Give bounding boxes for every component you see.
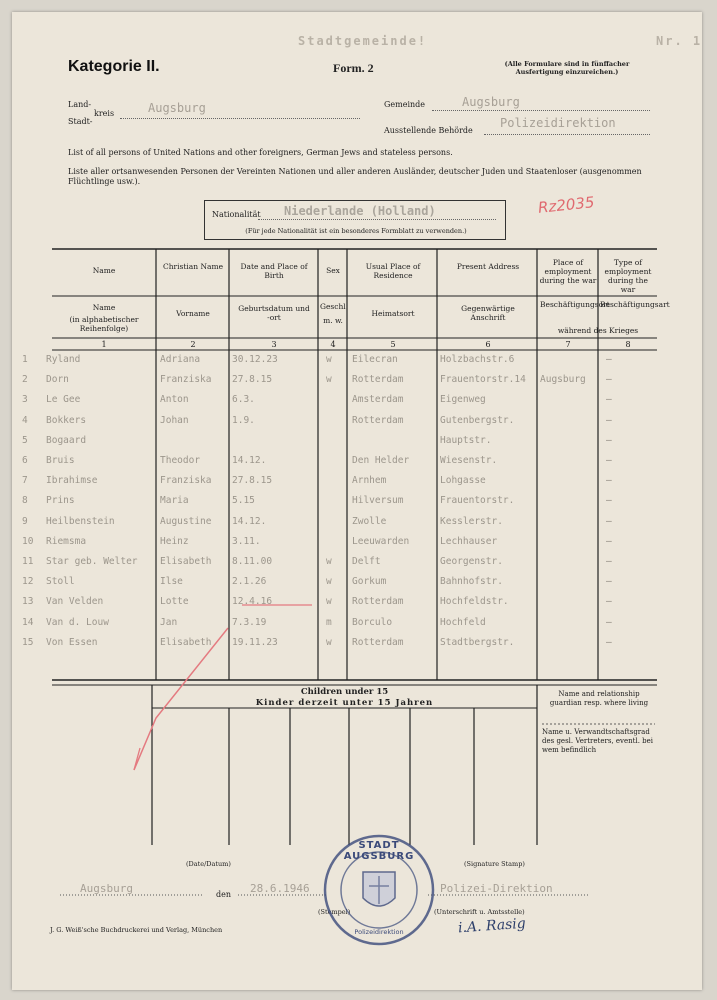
cell-type: —	[606, 455, 612, 466]
col1-de-sub: (in alphabetischer Reihenfolge)	[69, 315, 139, 333]
cell-home: Rotterdam	[352, 636, 404, 648]
table-row	[0, 556, 690, 572]
col8-num: 8	[625, 340, 631, 349]
cell-name: Stoll	[46, 576, 75, 588]
table-row	[0, 435, 690, 451]
cell-birth: 19.11.23	[232, 636, 278, 648]
official-stamp	[321, 832, 437, 948]
behoerde-value: Polizeidirektion	[500, 116, 616, 130]
cell-birth: 14.12.	[232, 515, 267, 527]
cell-home: Eilecran	[352, 354, 398, 365]
cell-home: Arnhem	[352, 475, 387, 487]
cell-first: Anton	[160, 394, 189, 406]
children-en: Children under 15	[300, 687, 389, 697]
cell-home: Borculo	[352, 616, 393, 628]
table-row	[0, 415, 690, 431]
cell-no: 13	[22, 596, 34, 608]
cell-type: —	[606, 475, 612, 487]
cell-birth: 1.9.	[232, 414, 255, 426]
col3-en: Date and Place of Birth	[240, 262, 308, 280]
cell-first: Maria	[160, 495, 189, 507]
table-row	[0, 495, 690, 511]
cell-first: Johan	[160, 414, 189, 426]
cell-home: Gorkum	[352, 576, 387, 588]
cell-type: —	[606, 515, 612, 527]
cell-no: 2	[22, 374, 28, 386]
stempel-label: (Stempel)	[318, 908, 351, 916]
cell-name: Bokkers	[46, 414, 87, 426]
cell-addr: Frauentorstr.	[440, 495, 515, 507]
cell-no: 9	[22, 515, 28, 527]
col2-de: Vorname	[176, 309, 210, 318]
cell-first: Franziska	[160, 374, 212, 386]
cell-birth: 6.3.	[232, 394, 255, 406]
col4-en: Sex	[326, 266, 340, 275]
col6-en: Present Address	[456, 262, 520, 271]
cell-birth: 27.8.15	[232, 475, 273, 487]
cell-birth: 30.12.23	[232, 354, 278, 365]
cell-type: —	[606, 596, 612, 608]
cell-no: 3	[22, 394, 28, 406]
col5-num: 5	[390, 340, 396, 349]
cell-addr: Lohgasse	[440, 475, 486, 487]
cell-type: —	[606, 414, 612, 426]
col7-de: Beschäftigungsort	[540, 300, 610, 309]
cell-type: —	[606, 354, 612, 365]
col7-num: 7	[565, 340, 571, 349]
intro-german: Liste aller ortsanwesenden Personen der Vereinten Nationen und aller anderen Ausländer, deutscher Juden und Staatenloser (ausgenommen Flüchtlinge usw.).	[68, 167, 642, 186]
cell-name: Star geb. Welter	[46, 556, 138, 567]
stamp-bottom-text: Polizeidirektion	[354, 928, 404, 936]
cell-home: Zwolle	[352, 515, 387, 527]
cell-sex: w	[326, 636, 332, 648]
cell-name: Le Gee	[46, 394, 81, 406]
during-war-label: während des Krieges	[557, 326, 639, 335]
stamp-text: STADT AUGSBURG	[343, 840, 415, 862]
cell-no: 12	[22, 576, 34, 588]
place-typed: Augsburg	[80, 882, 133, 895]
cell-addr: Bahnhofstr.	[440, 576, 503, 588]
children-title	[152, 687, 537, 709]
cell-first: Augustine	[160, 515, 212, 527]
cell-home: Rotterdam	[352, 374, 404, 386]
cell-type: —	[606, 616, 612, 628]
table-row	[0, 354, 690, 370]
handwritten-signature: i.A. Rasig	[457, 915, 527, 937]
cell-addr: Gutenbergstr.	[440, 414, 515, 426]
cell-home: Rotterdam	[352, 596, 404, 608]
cell-type: —	[606, 495, 612, 507]
cell-addr: Eigenweg	[440, 394, 486, 406]
cell-addr: Frauentorstr.14	[440, 374, 526, 386]
cell-birth: 7.3.19	[232, 616, 267, 628]
authority-typed: Polizei-Direktion	[440, 882, 553, 895]
cell-name: Ibrahimse	[46, 475, 98, 487]
cell-addr: Hochfeldstr.	[440, 596, 509, 608]
cell-sex: m	[326, 616, 332, 628]
kreis-label: kreis	[94, 109, 115, 118]
children-de: Kinder derzeit unter 15 Jahren	[255, 698, 434, 708]
cell-type: —	[606, 535, 612, 547]
cell-sex: w	[326, 556, 332, 567]
cell-birth: 14.12.	[232, 455, 267, 466]
cell-type: —	[606, 556, 612, 567]
cell-birth: 5.15	[232, 495, 255, 507]
cell-no: 14	[22, 616, 34, 628]
cell-name: Prins	[46, 495, 75, 507]
col1-de: Name	[92, 303, 116, 312]
col6-num: 6	[485, 340, 491, 349]
cell-sex: w	[326, 354, 332, 365]
land-label: Land-	[68, 100, 92, 109]
guardian-en: Name and relationship guardian resp. where living	[549, 690, 649, 707]
cell-no: 1	[22, 354, 28, 365]
col6-de: Gegenwärtige Anschrift	[461, 304, 515, 322]
table-row	[0, 536, 690, 552]
cell-no: 6	[22, 455, 28, 466]
cell-birth: 27.8.15	[232, 374, 273, 386]
col8-en: Type of employment during the war	[604, 258, 652, 294]
cell-no: 5	[22, 434, 28, 446]
table-row	[0, 475, 690, 491]
cell-type: —	[606, 394, 612, 406]
cell-birth: 12.4.16	[232, 596, 273, 608]
cell-first: Adriana	[160, 354, 201, 365]
cell-name: Heilbenstein	[46, 515, 115, 527]
cell-addr: Hauptstr.	[440, 434, 492, 446]
cell-sex: w	[326, 576, 332, 588]
cell-type: —	[606, 374, 612, 386]
col5-en: Usual Place of Residence	[365, 262, 421, 280]
col2-num: 2	[190, 340, 196, 349]
cell-type: —	[606, 576, 612, 588]
nationality-value: Niederlande (Holland)	[284, 204, 436, 218]
stadt-label: Stadt-	[68, 117, 93, 126]
cell-first: Ilse	[160, 576, 183, 588]
cell-first: Lotte	[160, 596, 189, 608]
cell-home: Den Helder	[352, 455, 410, 466]
col1-en: Name	[92, 266, 116, 275]
cell-first: Franziska	[160, 475, 212, 487]
cell-addr: Kesslerstr.	[440, 515, 503, 527]
handwritten-number: Rz2035	[537, 193, 596, 217]
cell-name: Bogaard	[46, 434, 87, 446]
col2-en: Christian Name	[162, 262, 224, 271]
top-typed-text: Stadtgemeinde!	[298, 34, 428, 48]
intro-english: List of all persons of United Nations and other foreigners, German Jews and stateless persons.	[68, 148, 453, 157]
cell-birth: 2.1.26	[232, 576, 267, 588]
col4-de-sub: m. w.	[323, 316, 343, 325]
col5-de: Heimatsort	[371, 309, 415, 318]
cell-no: 8	[22, 495, 28, 507]
guardian-de: Name u. Verwandtschaftsgrad des gesl. Vertreters, eventl. bei wem befindlich	[542, 728, 654, 754]
cell-addr: Wiesenstr.	[440, 455, 498, 466]
date-label: (Date/Datum)	[186, 860, 231, 868]
col4-de: Geschl.	[320, 302, 349, 311]
table-row	[0, 617, 690, 633]
cell-home: Rotterdam	[352, 414, 404, 426]
table-row	[0, 516, 690, 532]
cell-emp: Augsburg	[540, 374, 586, 386]
cell-name: Bruis	[46, 455, 75, 466]
cell-name: Van Velden	[46, 596, 104, 608]
cell-home: Amsterdam	[352, 394, 404, 406]
cell-addr: Hochfeld	[440, 616, 486, 628]
cell-type: —	[606, 434, 612, 446]
col8-de: Beschäftigungsart	[600, 300, 670, 309]
cell-name: Von Essen	[46, 636, 98, 648]
form-note: (Alle Formulare sind in fünffacher Ausfertigung einzureichen.)	[504, 60, 630, 76]
cell-no: 15	[22, 636, 34, 648]
cell-no: 11	[22, 556, 34, 567]
behoerde-label: Ausstellende Behörde	[384, 126, 473, 135]
cell-first: Heinz	[160, 535, 189, 547]
den-label: den	[216, 890, 232, 899]
cell-birth: 3.11.	[232, 535, 261, 547]
signature-stamp-label: (Signature Stamp)	[464, 860, 525, 868]
table-row	[0, 455, 690, 471]
cell-birth: 8.11.00	[232, 556, 273, 567]
page-number: Nr. 1	[656, 34, 703, 48]
col4-num: 4	[330, 340, 336, 349]
cell-no: 7	[22, 475, 28, 487]
table-row	[0, 596, 690, 612]
cell-home: Hilversum	[352, 495, 404, 507]
cell-first: Theodor	[160, 455, 201, 466]
nationality-note: (Für jede Nationalität ist ein besonderes Formblatt zu verwenden.)	[245, 227, 467, 235]
cell-no: 10	[22, 535, 34, 547]
date-typed: 28.6.1946	[250, 882, 310, 895]
col3-num: 3	[271, 340, 277, 349]
table-row	[0, 394, 690, 410]
table-row	[0, 374, 690, 390]
cell-addr: Lechhauser	[440, 535, 498, 547]
gemeinde-value: Augsburg	[462, 95, 520, 109]
cell-home: Delft	[352, 556, 381, 567]
cell-first: Jan	[160, 616, 178, 628]
cell-home: Leeuwarden	[352, 535, 410, 547]
table-row	[0, 637, 690, 653]
cell-first: Elisabeth	[160, 556, 212, 567]
cell-name: Ryland	[46, 354, 81, 365]
cell-name: Riemsma	[46, 535, 87, 547]
printer-imprint: J. G. Weiß'sche Buchdruckerei und Verlag, München	[50, 926, 223, 934]
table-row	[0, 576, 690, 592]
cell-type: —	[606, 636, 612, 648]
cell-addr: Georgenstr.	[440, 556, 503, 567]
gemeinde-label: Gemeinde	[384, 100, 426, 109]
district-value: Augsburg	[148, 101, 206, 115]
col3-de: Geburtsdatum und -ort	[238, 304, 310, 322]
cell-first: Elisabeth	[160, 636, 212, 648]
cell-addr: Holzbachstr.6	[440, 354, 515, 365]
unterschrift-label: (Unterschrift u. Amtsstelle)	[434, 908, 525, 916]
cell-addr: Stadtbergstr.	[440, 636, 515, 648]
nationality-label: Nationalität	[212, 210, 261, 219]
cell-name: Van d. Louw	[46, 616, 109, 628]
cell-name: Dorn	[46, 374, 69, 386]
cell-sex: w	[326, 374, 332, 386]
col7-en: Place of employment during the war	[539, 258, 597, 285]
cell-no: 4	[22, 414, 28, 426]
cell-sex: w	[326, 596, 332, 608]
col1-num: 1	[101, 340, 107, 349]
category-title: Kategorie II.	[68, 58, 160, 75]
form-number: Form. 2	[333, 61, 374, 75]
